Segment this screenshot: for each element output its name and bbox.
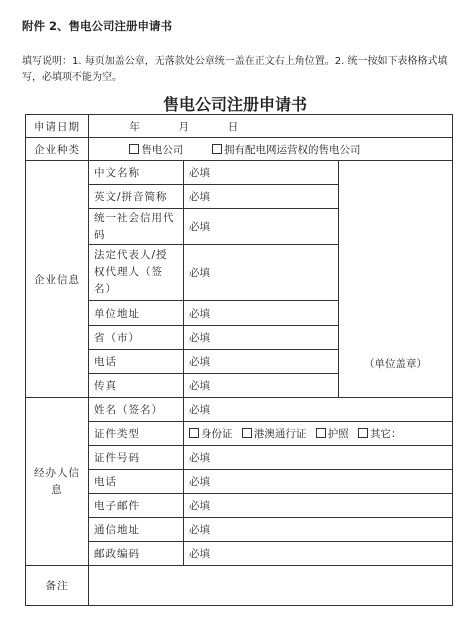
type-label: 企业种类 [26,138,89,161]
field-label: 姓名（签名） [89,398,184,422]
agent-row [26,494,453,518]
id-option-other[interactable]: 其它： [358,428,402,440]
field-value[interactable]: 必填 [184,398,453,422]
field-label: 传真 [89,374,184,398]
field-label: 省（市） [89,326,184,350]
agent-row [26,398,453,422]
field-value[interactable]: 必填 [184,161,339,185]
field-label: 证件类型 [89,422,184,446]
field-value[interactable]: 必填 [184,245,339,301]
checkbox[interactable] [358,428,368,438]
field-label: 通信地址 [89,518,184,542]
field-label: 电话 [89,470,184,494]
field-label: 电话 [89,350,184,374]
id-option-idcard[interactable]: 身份证 [189,428,233,440]
field-label: 统一社会信用代码 [89,209,184,245]
field-label: 电子邮件 [89,494,184,518]
agent-row [26,422,453,446]
field-value[interactable]: 必填 [184,209,339,245]
remark-field[interactable] [89,566,453,606]
field-label: 邮政编码 [89,542,184,566]
type-options [89,138,453,161]
type-option-distribution[interactable]: 拥有配电网运营权的售电公司 [212,144,361,156]
field-label: 证件号码 [89,446,184,470]
type-row [26,138,453,161]
field-label: 中文名称 [89,161,184,185]
attachment-heading: 附件 2、售电公司注册申请书 [22,19,173,33]
agent-row [26,446,453,470]
date-day: 日 [227,120,239,133]
seal-area: （单位盖章） [339,161,453,398]
company-section-label: 企业信息 [26,161,89,398]
field-value[interactable]: 必填 [184,374,339,398]
form-title: 售电公司注册申请书 [162,95,307,114]
checkbox[interactable] [316,428,326,438]
field-value[interactable]: 必填 [184,542,453,566]
fill-instructions: 填写说明：1. 每页加盖公章，无落款处公章统一盖在正文右上角位置。2. 统一按如下表格格式填写，必填项不能为空。 [22,56,448,83]
date-row [26,115,453,138]
date-year: 年 [129,120,140,133]
agent-row [26,470,453,494]
field-value[interactable]: 必填 [184,470,453,494]
agent-row [26,518,453,542]
field-value[interactable]: 必填 [184,494,453,518]
field-label: 单位地址 [89,301,184,326]
checkbox[interactable] [242,428,252,438]
checkbox[interactable] [129,144,139,154]
id-option-hk-macau-permit[interactable]: 港澳通行证 [242,428,307,440]
field-value[interactable]: 必填 [184,185,339,209]
date-month: 月 [178,120,190,133]
checkbox[interactable] [212,144,222,154]
agent-section-label: 经办人信息 [26,398,89,566]
id-type-options [184,422,453,446]
date-label: 申请日期 [26,115,89,138]
remark-row [26,566,453,606]
id-option-passport[interactable]: 护照 [316,428,349,440]
field-value[interactable]: 必填 [184,326,339,350]
field-label: 英文/拼音简称 [89,185,184,209]
remark-label: 备注 [26,566,89,606]
field-value[interactable]: 必填 [184,301,339,326]
field-value[interactable]: 必填 [184,518,453,542]
checkbox[interactable] [189,428,199,438]
field-value[interactable]: 必填 [184,446,453,470]
date-field[interactable] [89,115,453,138]
agent-row [26,542,453,566]
application-form [25,114,453,606]
field-value[interactable]: 必填 [184,350,339,374]
type-option-retail[interactable]: 售电公司 [129,144,183,156]
field-label: 法定代表人/授权代理人（签名） [89,245,184,301]
company-row [26,161,453,185]
